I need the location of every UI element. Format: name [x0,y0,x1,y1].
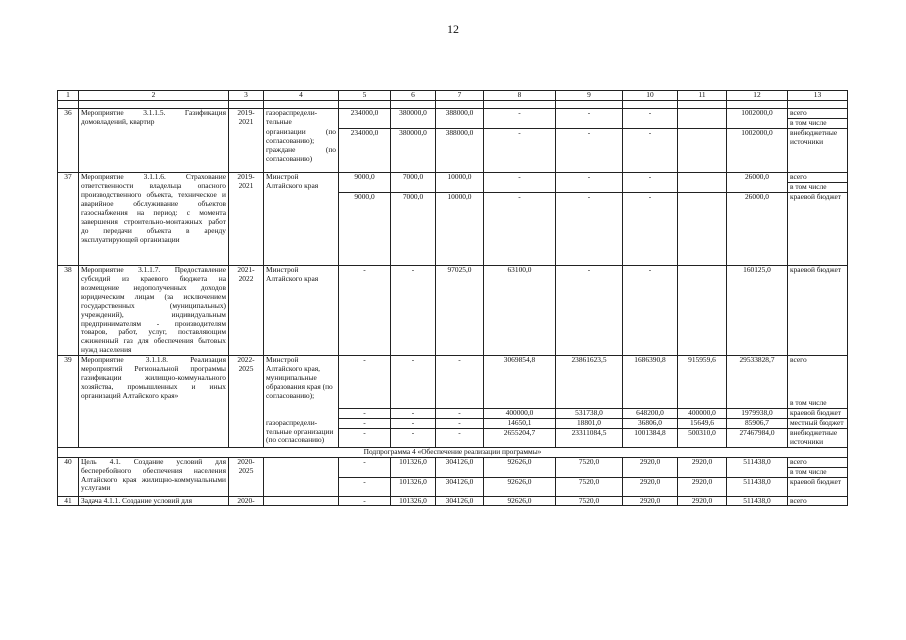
value-cell: - [556,266,623,356]
value-cell: 511438,0 [727,457,788,477]
value-cell: 2920,0 [678,496,727,506]
value-cell: - [556,193,623,266]
value-cell: 7000,0 [391,193,436,266]
value-cell: 1002000,0 [727,128,788,173]
col-header: 4 [264,91,339,101]
col-header: 3 [229,91,264,101]
value-cell: 2920,0 [623,457,678,477]
value-cell: 234000,0 [339,109,391,129]
value-cell: 15649,6 [678,419,727,429]
value-cell: 1002000,0 [727,109,788,129]
value-cell: 3069854,8 [484,356,556,409]
spacer-row [58,101,848,109]
value-cell: - [484,193,556,266]
value-cell: - [391,429,436,448]
measure-name: Мероприятие 3.1.1.6. Страхование ответственности владельца опасного производственного объекта, техническое и аварийное обслуживание объектов газоснабжения на период: с момента завершения строительно-монтажных работ до передачи объекта в аренду эксплуатирующей организации [79,173,229,266]
value-cell: 26000,0 [727,193,788,266]
value-cell: - [339,457,391,477]
page-number: 12 [447,22,459,36]
executor: газораспредели-тельные организации (по согласованию) [264,419,339,448]
row-number: 37 [58,173,79,266]
table-row [58,496,848,506]
source-label: в том числе [788,382,848,409]
source-label: всего [788,356,848,383]
value-cell: 29533828,7 [727,356,788,409]
row-number: 41 [58,496,79,506]
header-row [58,91,848,101]
value-cell: - [623,128,678,173]
row-number: 38 [58,266,79,356]
row-number: 39 [58,356,79,448]
source-label: местный бюджет [788,419,848,429]
col-header: 13 [788,91,848,101]
executor [264,457,339,496]
value-cell: 304126,0 [436,496,484,506]
source-label: всего [788,109,848,119]
period: 2019-2021 [229,109,264,173]
period: 2020-2025 [229,457,264,496]
value-cell: 160125,0 [727,266,788,356]
executor: Минстрой Алтайского края [264,266,339,356]
table-row [58,266,848,356]
value-cell: 380000,0 [391,109,436,129]
value-cell: - [339,356,391,409]
row-number: 40 [58,457,79,496]
executor: Минстрой Алтайского края [264,173,339,266]
source-label: краевой бюджет [788,409,848,419]
value-cell: 2655204,7 [484,429,556,448]
source-label: внебюджетные источники [788,128,848,173]
value-cell: 9000,0 [339,193,391,266]
value-cell: - [556,128,623,173]
value-cell: - [623,173,678,193]
value-cell: - [484,109,556,129]
value-cell: 7520,0 [556,496,623,506]
value-cell: 2920,0 [678,477,727,496]
col-header: 2 [79,91,229,101]
value-cell: 23861623,5 [556,356,623,409]
executor: газораспредели-тельные [264,109,339,129]
value-cell: 7520,0 [556,457,623,477]
value-cell: 2920,0 [623,477,678,496]
source-label: всего [788,457,848,467]
value-cell [678,193,727,266]
value-cell: 388000,0 [436,109,484,129]
measure-name: Мероприятие 3.1.1.7. Предоставление субсидий из краевого бюджета на возмещение недополученных доходов юридическим лицам (за исключением государственных (муниципальных) учреждений), индивидуальным предпринимателям - производителям товаров, работ, услуг, поставляющим сжиженный газ для обеспечения бытовых нужд населения [79,266,229,356]
value-cell: 18801,0 [556,419,623,429]
value-cell: 23311084,5 [556,429,623,448]
source-label: в том числе [788,118,848,128]
value-cell: 92626,0 [484,496,556,506]
source-label: в том числе [788,467,848,477]
value-cell: - [556,173,623,193]
value-cell: 7520,0 [556,477,623,496]
value-cell: - [339,429,391,448]
value-cell: - [339,477,391,496]
value-cell: 1979938,0 [727,409,788,419]
value-cell [678,266,727,356]
value-cell: 1001384,8 [623,429,678,448]
value-cell: - [391,419,436,429]
col-header: 1 [58,91,79,101]
source-label: всего [788,496,848,506]
value-cell: 101326,0 [391,477,436,496]
executor [264,496,339,506]
col-header: 6 [391,91,436,101]
value-cell: 7000,0 [391,173,436,193]
measure-name: Мероприятие 3.1.1.5. Газификация домовладений, квартир [79,109,229,173]
source-label: внебюджетные источники [788,429,848,448]
value-cell: - [623,109,678,129]
period: 2020- [229,496,264,506]
row-number: 36 [58,109,79,173]
value-cell: - [339,266,391,356]
section-row [58,447,848,457]
col-header: 12 [727,91,788,101]
value-cell: 2920,0 [678,457,727,477]
value-cell: - [339,496,391,506]
col-header: 11 [678,91,727,101]
value-cell: 380000,0 [391,128,436,173]
value-cell: - [556,109,623,129]
value-cell: 388000,0 [436,128,484,173]
value-cell: 915959,6 [678,356,727,409]
value-cell: 2920,0 [623,496,678,506]
table-row [58,457,848,467]
value-cell: - [391,356,436,409]
col-header: 5 [339,91,391,101]
value-cell: 511438,0 [727,477,788,496]
source-label: краевой бюджет [788,266,848,356]
value-cell [678,109,727,129]
value-cell: 648200,0 [623,409,678,419]
col-header: 7 [436,91,484,101]
measure-name: Цель 4.1. Создание условий для бесперебойного обеспечения населения Алтайского края жилищно-коммунальными услугами [79,457,229,496]
executor: организации (по согласованию); граждане (по согласованию) [264,128,339,173]
value-cell: - [391,409,436,419]
table-row [58,109,848,119]
value-cell: 36806,0 [623,419,678,429]
value-cell: 531738,0 [556,409,623,419]
value-cell: 97025,0 [436,266,484,356]
value-cell: 234000,0 [339,128,391,173]
value-cell: - [436,409,484,419]
source-label: всего [788,173,848,183]
col-header: 10 [623,91,678,101]
section-title: Подпрограмма 4 «Обеспечение реализации программы» [58,447,848,457]
value-cell: - [391,266,436,356]
period: 2019-2021 [229,173,264,266]
source-label: краевой бюджет [788,477,848,496]
value-cell: - [339,419,391,429]
value-cell: 101326,0 [391,457,436,477]
value-cell: - [436,419,484,429]
value-cell [678,173,727,193]
source-label: в том числе [788,183,848,193]
value-cell: 304126,0 [436,477,484,496]
value-cell: 400000,0 [484,409,556,419]
period: 2021-2022 [229,266,264,356]
period: 2022-2025 [229,356,264,448]
value-cell: 10000,0 [436,173,484,193]
value-cell: 92626,0 [484,477,556,496]
value-cell: 14650,1 [484,419,556,429]
value-cell [678,128,727,173]
table-row [58,173,848,183]
value-cell: 511438,0 [727,496,788,506]
value-cell: 26000,0 [727,173,788,193]
value-cell: - [339,409,391,419]
value-cell: 85906,7 [727,419,788,429]
col-header: 9 [556,91,623,101]
col-header: 8 [484,91,556,101]
value-cell: - [484,173,556,193]
source-label: краевой бюджет [788,193,848,266]
value-cell: - [484,128,556,173]
value-cell: - [436,356,484,409]
value-cell: 10000,0 [436,193,484,266]
value-cell: 400000,0 [678,409,727,419]
value-cell: 1686390,8 [623,356,678,409]
value-cell: 92626,0 [484,457,556,477]
value-cell: 63100,0 [484,266,556,356]
value-cell: 101326,0 [391,496,436,506]
measure-name: Мероприятие 3.1.1.8. Реализация мероприятий Региональной программы газификации жилищно-коммунального хозяйства, промышленных и иных организаций Алтайского края» [79,356,229,448]
executor: Минстрой Алтайского края, муниципальные образования края (по согласованию); [264,356,339,419]
value-cell: - [623,193,678,266]
measure-name: Задача 4.1.1. Создание условий для [79,496,229,506]
value-cell: - [436,429,484,448]
value-cell: 304126,0 [436,457,484,477]
value-cell: 500310,0 [678,429,727,448]
program-table [57,90,848,506]
value-cell: 9000,0 [339,173,391,193]
table-row [58,356,848,383]
value-cell: 27467984,0 [727,429,788,448]
value-cell: - [623,266,678,356]
